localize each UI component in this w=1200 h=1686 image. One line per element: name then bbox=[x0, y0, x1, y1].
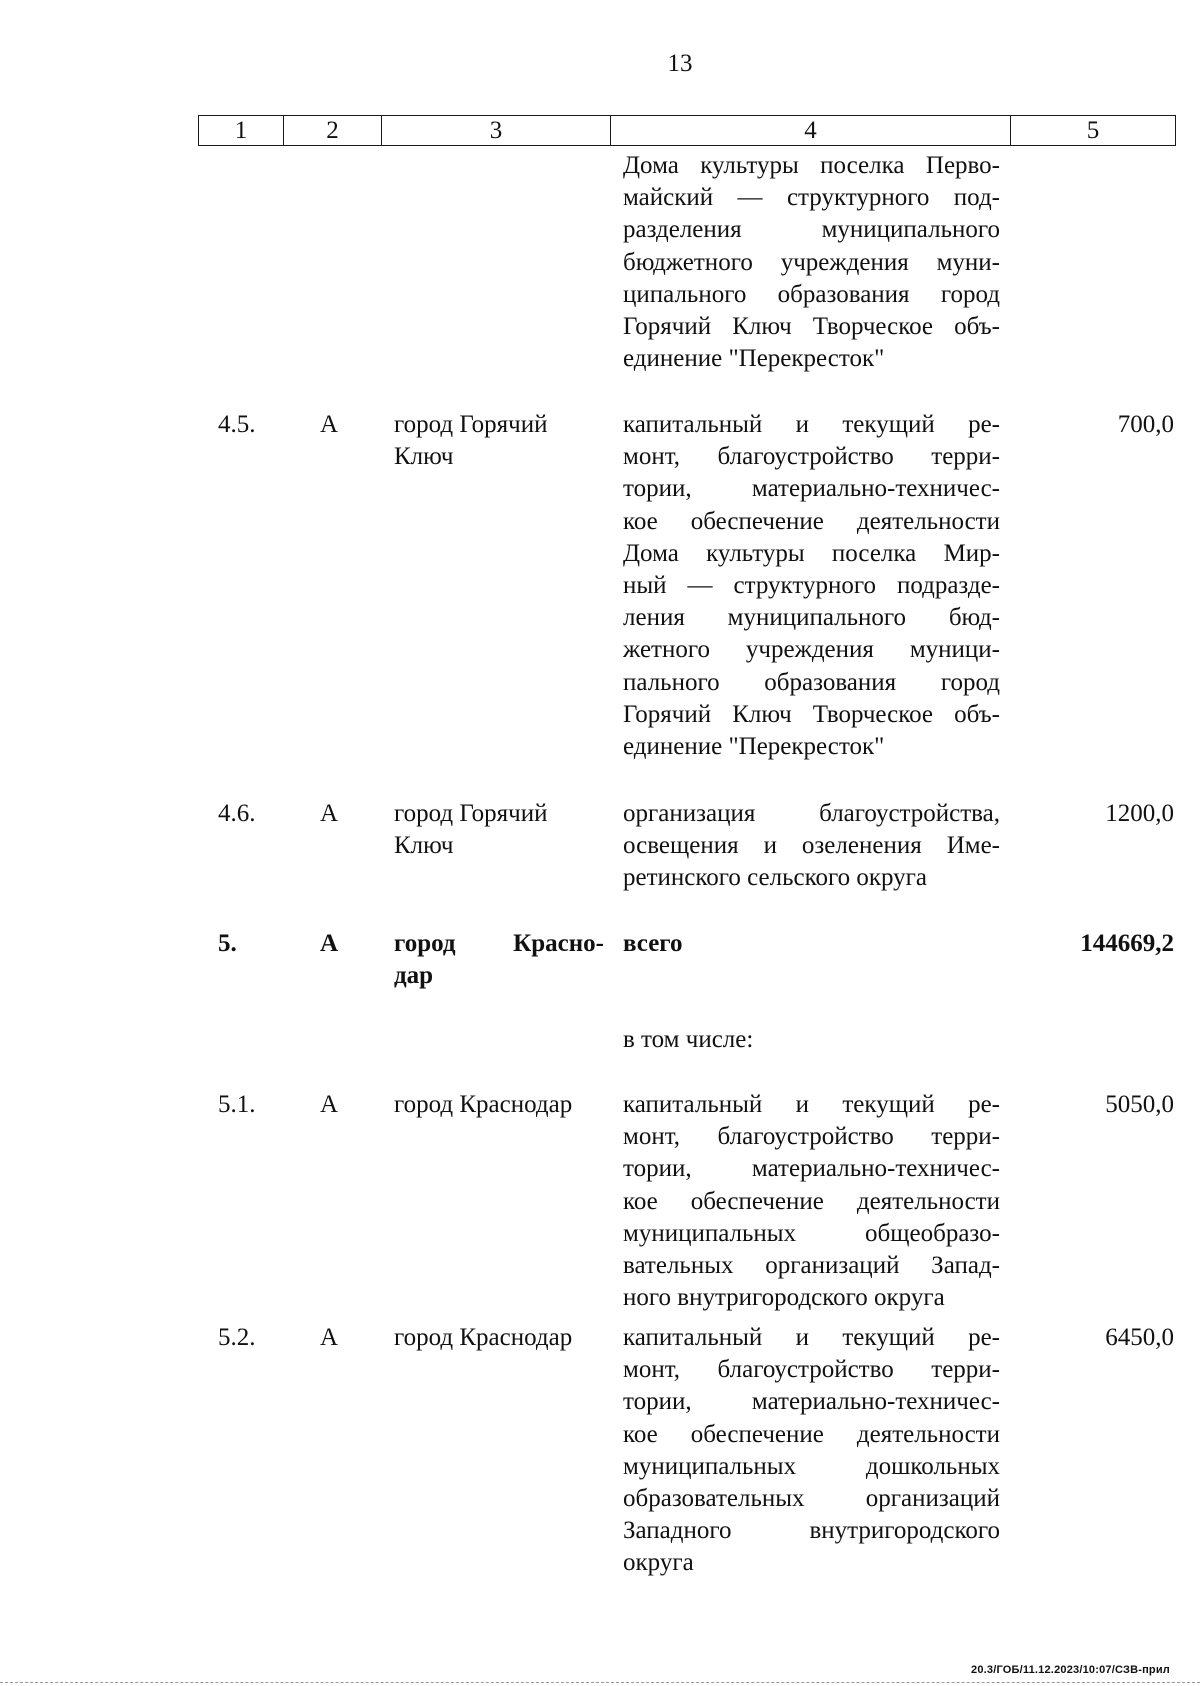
description-line: ного внутригородского округа bbox=[623, 1284, 945, 1312]
description-line: тории, материально-техничес- bbox=[623, 1388, 1000, 1416]
place-line: дар bbox=[394, 962, 434, 990]
row-amount: 6450,0 bbox=[1105, 1324, 1174, 1351]
description-line: майский — структурного под- bbox=[623, 184, 1000, 212]
description-line: капитальный и текущий ре- bbox=[623, 1324, 1000, 1351]
place-line: город Горячий bbox=[394, 800, 548, 827]
header-cell-5: 5 bbox=[1086, 117, 1100, 144]
subtotal-caption: в том числе: bbox=[623, 1026, 754, 1053]
continuation-description bbox=[623, 150, 1000, 375]
place-line: город Красно- bbox=[394, 930, 604, 957]
row-description bbox=[623, 409, 1000, 763]
description-line: освещения и озеленения Име- bbox=[623, 832, 1000, 860]
description-line: пального образования город bbox=[623, 668, 1000, 696]
place-line: Ключ bbox=[394, 443, 454, 471]
description-line: бюджетного учреждения муни- bbox=[623, 248, 1000, 276]
description-line: капитальный и текущий ре- bbox=[623, 411, 1000, 438]
description-line: ципального образования город bbox=[623, 280, 1000, 308]
row-place bbox=[394, 409, 604, 473]
description-line: тории, материально-техничес- bbox=[623, 1155, 1000, 1183]
row-number: 4.5. bbox=[218, 411, 256, 438]
description-line: всего bbox=[623, 930, 683, 957]
description-line: монт, благоустройство терри- bbox=[623, 443, 1000, 471]
description-line: ления муниципального бюд- bbox=[623, 604, 1000, 632]
description-line: монт, благоустройство терри- bbox=[623, 1123, 1000, 1151]
row-number: 5.1. bbox=[218, 1091, 256, 1118]
description-line: кое обеспечение деятельности bbox=[623, 507, 1000, 535]
description-line: кое обеспечение деятельности bbox=[623, 1187, 1000, 1215]
table-header-row bbox=[198, 115, 1176, 146]
description-line: муниципальных дошкольных bbox=[623, 1452, 1000, 1480]
place-line: Ключ bbox=[394, 832, 454, 860]
row-amount: 144669,2 bbox=[1080, 930, 1174, 957]
description-line: капитальный и текущий ре- bbox=[623, 1091, 1000, 1118]
description-line: Дома культуры поселка Перво- bbox=[623, 152, 1000, 179]
row-category: А bbox=[320, 411, 339, 438]
row-amount: 1200,0 bbox=[1105, 800, 1174, 827]
row-description bbox=[623, 928, 1000, 960]
description-line: Дома культуры поселка Мир- bbox=[623, 539, 1000, 567]
row-amount: 700,0 bbox=[1117, 411, 1174, 438]
description-line: кое обеспечение деятельности bbox=[623, 1420, 1000, 1448]
row-place bbox=[394, 798, 604, 862]
place-line: город Горячий bbox=[394, 411, 548, 438]
header-cell-1: 1 bbox=[199, 116, 284, 145]
row-place bbox=[394, 1322, 604, 1354]
place-line: город Краснодар bbox=[394, 1324, 573, 1351]
document-footer-code: 20.3/ГОБ/11.12.2023/10:07/СЗВ-прил bbox=[971, 1664, 1170, 1676]
header-cell-4: 4 bbox=[611, 116, 1011, 145]
description-line: монт, благоустройство терри- bbox=[623, 1356, 1000, 1384]
description-line: ный — структурного подразде- bbox=[623, 572, 1000, 600]
row-place bbox=[394, 1089, 604, 1121]
row-category: А bbox=[320, 1091, 339, 1118]
header-cell-2: 2 bbox=[284, 116, 382, 145]
header-cell-3: 3 bbox=[382, 116, 611, 145]
row-place bbox=[394, 928, 604, 992]
description-line: единение "Перекресток" bbox=[623, 345, 885, 373]
row-category: А bbox=[320, 1324, 339, 1351]
row-category: А bbox=[320, 930, 339, 957]
scan-edge-line bbox=[0, 1682, 1200, 1683]
description-line: тории, материально-техничес- bbox=[623, 475, 1000, 503]
description-line: разделения муниципального bbox=[623, 216, 1000, 244]
row-number: 4.6. bbox=[218, 800, 256, 827]
description-line: вательных организаций Запад- bbox=[623, 1252, 1000, 1280]
row-description bbox=[623, 798, 1000, 895]
row-category: А bbox=[320, 800, 339, 827]
description-line: ретинского сельского округа bbox=[623, 864, 928, 892]
place-line: город Краснодар bbox=[394, 1091, 573, 1118]
row-description bbox=[623, 1322, 1000, 1580]
description-line: организация благоустройства, bbox=[623, 800, 1000, 827]
row-number: 5.2. bbox=[218, 1324, 256, 1351]
row-amount: 5050,0 bbox=[1105, 1091, 1174, 1118]
row-description bbox=[623, 1089, 1000, 1314]
description-line: жетного учреждения муници- bbox=[623, 636, 1000, 664]
page-number: 13 bbox=[667, 50, 693, 77]
description-line: образовательных организаций bbox=[623, 1485, 1000, 1513]
description-line: Горячий Ключ Творческое объ- bbox=[623, 313, 1000, 341]
description-line: Горячий Ключ Творческое объ- bbox=[623, 700, 1000, 728]
description-line: Западного внутригородского bbox=[623, 1517, 1000, 1545]
description-line: муниципальных общеобразо- bbox=[623, 1219, 1000, 1247]
row-number: 5. bbox=[218, 930, 237, 957]
description-line: единение "Перекресток" bbox=[623, 733, 885, 761]
description-line: округа bbox=[623, 1549, 694, 1577]
